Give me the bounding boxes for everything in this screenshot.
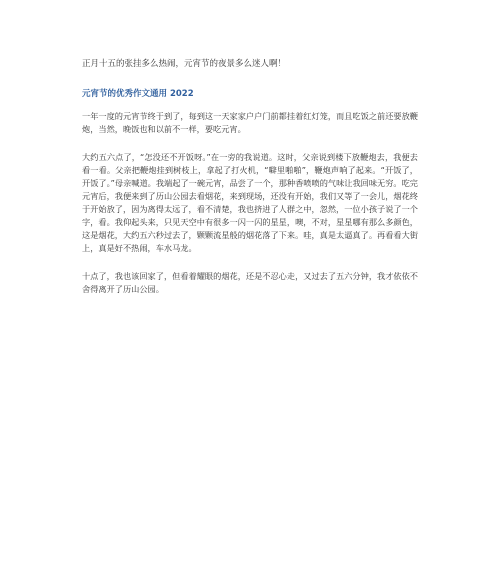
document-page xyxy=(82,58,418,296)
intro-line: 正月十五的张挂多么热闹，元宵节的夜景多么迷人啊！ xyxy=(82,59,287,69)
paragraph-3: 十点了，我也该回家了，但看着耀眼的烟花，还是不忍心走，又过去了五六分钟，我才依依不舍得离开了历山公园。 xyxy=(82,271,418,294)
paragraph-2: 大约五六点了，“怎没还不开饭呀。”在一旁的我说道。这时，父亲说到楼下放鞭炮去，我便去看一看。父亲把鞭炮挂到树枝上，拿起了打火机，“噼里啪啪”，鞭炮声响了起来。“开饭了，开饭了。”母亲喊道。我端起了一碗元宵，品尝了一个，那种香喷喷的气味让我回味无穷。吃完元宵后，我便来到了历山公园去看烟花，来到现场，还没有开始，我们又等了一会儿，烟花终于开始放了，因为离得太远了，看不清楚，我也挤进了人群之中，忽然，一位小孩子说了一个字，看。我仰起头来，只见天空中有很多一闪一闪的星星，噢，不对，星星哪有那么多颜色，这是烟花，大约五六秒过去了，颗颗流星般的烟花落了下来。哇，真是太逼真了。再看看大街上，真是好不热闹，车水马龙。 xyxy=(82,152,418,253)
article-heading: 元宵节的优秀作文通用 2022 xyxy=(82,89,194,99)
paragraph-1: 一年一度的元宵节终于到了，每到这一天家家户户门前都挂着红灯笼，而且吃饭之前还要放鞭炮，当然，晚饭也和以前不一样，要吃元宵。 xyxy=(82,111,418,134)
